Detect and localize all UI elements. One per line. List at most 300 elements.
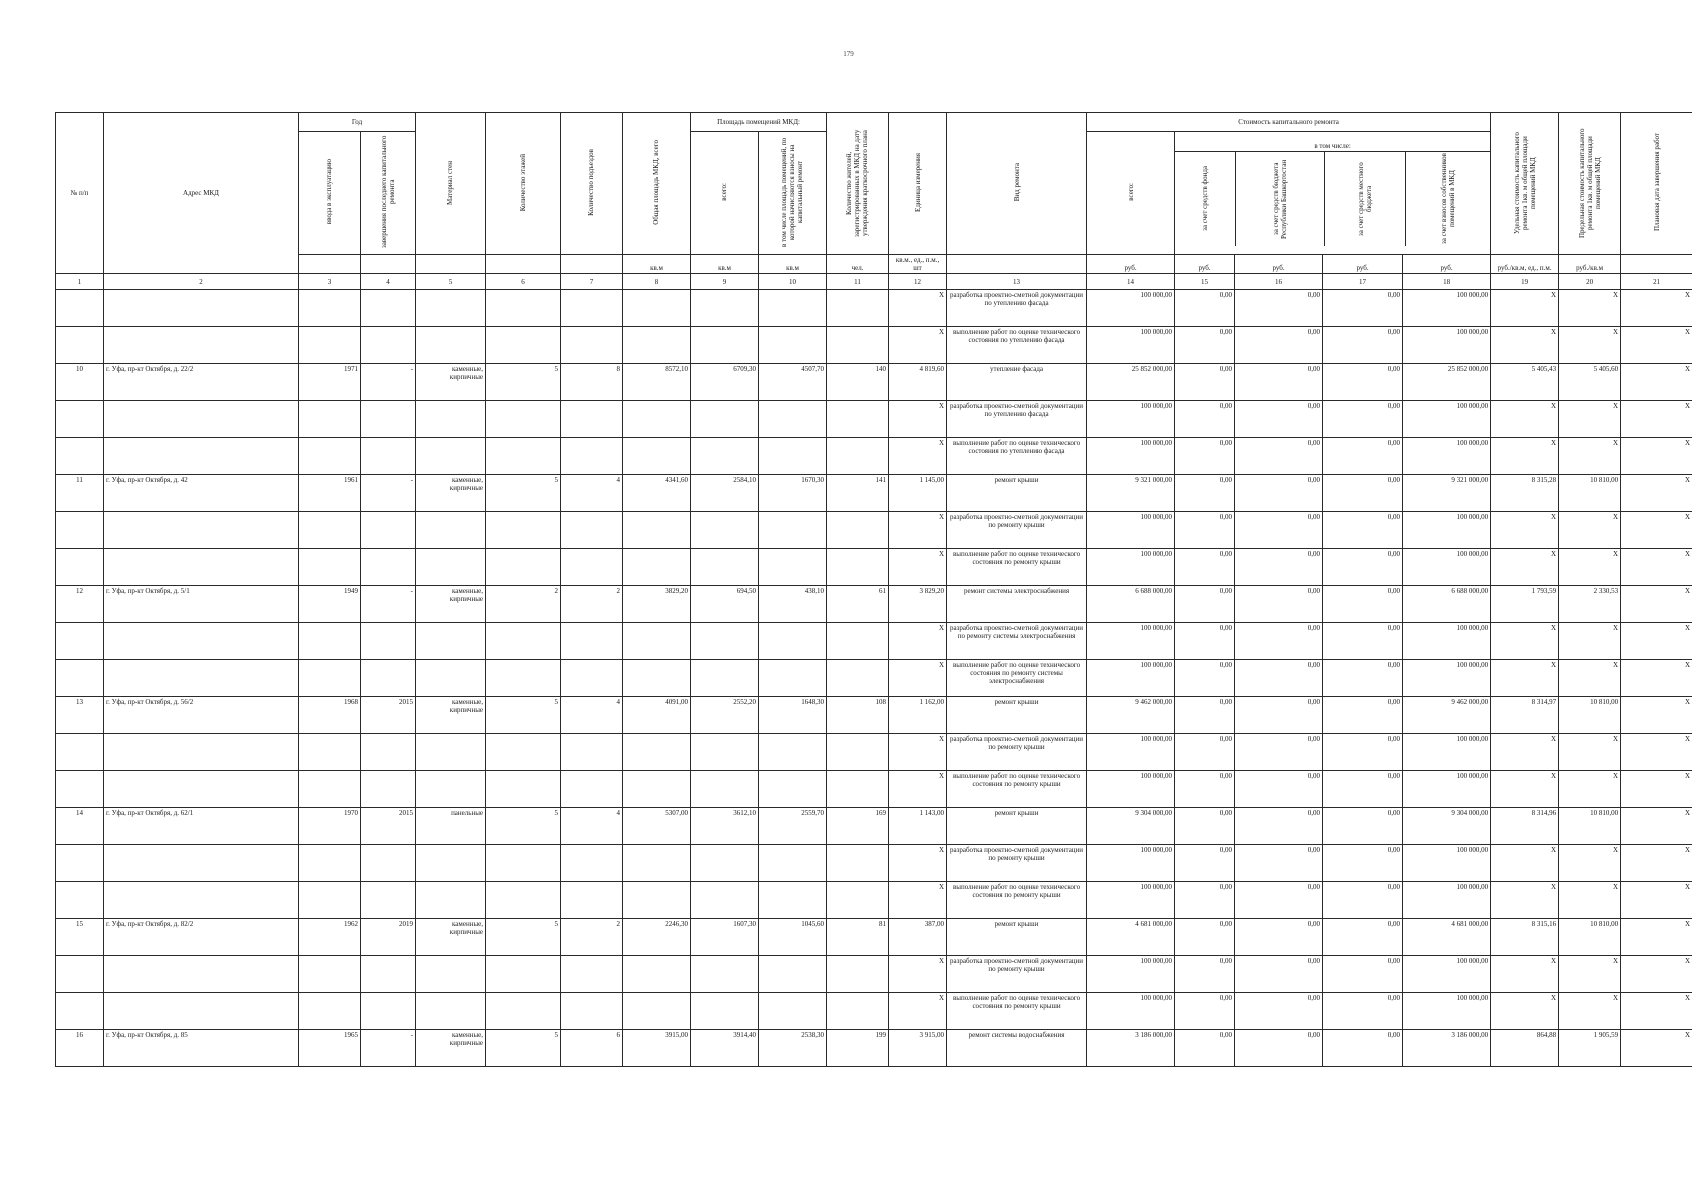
cell-empty — [759, 993, 827, 1030]
unit-premises-total: кв.м — [691, 255, 759, 274]
cell-cost-owners: 9 321 000,00 — [1403, 475, 1491, 512]
cell-cost-total: 100 000,00 — [1087, 660, 1175, 697]
cell-empty — [623, 327, 691, 364]
unit-max-cost: руб./кв.м — [1559, 255, 1621, 274]
hdr-year-last-repair: завершения последнего капитального ремонта — [361, 132, 416, 255]
cell-empty — [104, 845, 299, 882]
cell-num: 16 — [56, 1030, 104, 1067]
cell-cost-fund: 0,00 — [1175, 290, 1235, 327]
cell-cost-total: 100 000,00 — [1087, 290, 1175, 327]
table-row-subwork — [56, 956, 1693, 993]
table-row-subwork — [56, 882, 1693, 919]
cell-empty — [486, 734, 561, 771]
hdr-cost-owners: за счет взносов собственников помещений в МКД — [1440, 153, 1457, 245]
hdr-cost-incl: в том числе: — [1175, 141, 1490, 152]
cell-cost-total: 100 000,00 — [1087, 401, 1175, 438]
column-number: 1 — [56, 274, 104, 290]
cell-deadline: X — [1621, 549, 1692, 586]
cell-empty — [561, 882, 623, 919]
cell-cost-total: 25 852 000,00 — [1087, 364, 1175, 401]
cell-premises-total: 2552,20 — [691, 697, 759, 734]
cell-entrances: 4 — [561, 475, 623, 512]
cell-measure: X — [889, 512, 947, 549]
table-row-subwork — [56, 512, 1693, 549]
cell-total-area: 3829,20 — [623, 586, 691, 623]
cell-cost-republic: 0,00 — [1235, 327, 1323, 364]
cell-deadline: X — [1621, 438, 1692, 475]
cell-total-area: 2246,30 — [623, 919, 691, 956]
cell-empty — [561, 993, 623, 1030]
cell-empty — [561, 549, 623, 586]
column-number: 21 — [1621, 274, 1692, 290]
cell-empty — [361, 771, 416, 808]
cell-work-type: разработка проектно-сметной документации по ремонту крыши — [947, 956, 1087, 993]
cell-work-type: ремонт системы водоснабжения — [947, 1030, 1087, 1067]
cell-address: г. Уфа, пр-кт Октября, д. 5/1 — [104, 586, 299, 623]
cell-empty — [827, 771, 889, 808]
cell-cost-local: 0,00 — [1323, 882, 1403, 919]
cell-empty — [827, 993, 889, 1030]
cell-unit-cost: X — [1491, 882, 1559, 919]
cell-empty — [827, 845, 889, 882]
cell-empty — [623, 512, 691, 549]
hdr-cost-incl-group — [1175, 132, 1491, 255]
cell-empty — [691, 327, 759, 364]
cell-empty — [623, 845, 691, 882]
cell-measure: 1 143,00 — [889, 808, 947, 845]
cell-unit-cost: X — [1491, 512, 1559, 549]
cell-empty — [361, 623, 416, 660]
cell-premises-total: 6709,30 — [691, 364, 759, 401]
cell-empty — [759, 512, 827, 549]
unit-residents: чел. — [827, 255, 889, 274]
cell-walls: каменные, кирпичные — [416, 919, 486, 956]
cell-deadline: X — [1621, 734, 1692, 771]
cell-cost-fund: 0,00 — [1175, 808, 1235, 845]
cell-address: г. Уфа, пр-кт Октября, д. 82/2 — [104, 919, 299, 956]
cell-measure: X — [889, 660, 947, 697]
cell-empty — [104, 734, 299, 771]
cell-residents: 169 — [827, 808, 889, 845]
cell-cost-fund: 0,00 — [1175, 1030, 1235, 1067]
cell-empty — [56, 956, 104, 993]
unit-walls — [416, 255, 486, 274]
cell-total-area: 4341,60 — [623, 475, 691, 512]
cell-max-cost: X — [1559, 401, 1621, 438]
cell-max-cost: 1 905,59 — [1559, 1030, 1621, 1067]
cell-cost-republic: 0,00 — [1235, 697, 1323, 734]
column-number: 7 — [561, 274, 623, 290]
cell-empty — [56, 401, 104, 438]
cell-empty — [56, 290, 104, 327]
hdr-max-cost: Предельная стоимость капитального ремонта 1кв. м общей площади помещений МКД — [1559, 113, 1621, 255]
table-row-building — [56, 808, 1693, 845]
cell-premises-total: 3914,40 — [691, 1030, 759, 1067]
cell-cost-total: 4 681 000,00 — [1087, 919, 1175, 956]
cell-work-type: ремонт крыши — [947, 919, 1087, 956]
cell-cost-fund: 0,00 — [1175, 623, 1235, 660]
cell-empty — [623, 290, 691, 327]
cell-work-type: разработка проектно-сметной документации по ремонту крыши — [947, 734, 1087, 771]
cell-entrances: 4 — [561, 808, 623, 845]
cell-unit-cost: X — [1491, 401, 1559, 438]
cell-work-type: выполнение работ по оценке технического состояния по утеплению фасада — [947, 438, 1087, 475]
cell-empty — [299, 882, 361, 919]
cell-total-area: 4091,00 — [623, 697, 691, 734]
cell-cost-republic: 0,00 — [1235, 623, 1323, 660]
cell-cost-fund: 0,00 — [1175, 327, 1235, 364]
cell-empty — [691, 660, 759, 697]
cell-unit-cost: 864,88 — [1491, 1030, 1559, 1067]
cell-deadline: X — [1621, 993, 1692, 1030]
column-number: 17 — [1323, 274, 1403, 290]
table-row-subwork — [56, 771, 1693, 808]
cell-cost-republic: 0,00 — [1235, 919, 1323, 956]
cell-cost-total: 3 186 000,00 — [1087, 1030, 1175, 1067]
cell-deadline: X — [1621, 290, 1692, 327]
cell-empty — [486, 290, 561, 327]
cell-floors: 5 — [486, 364, 561, 401]
cell-max-cost: X — [1559, 438, 1621, 475]
cell-empty — [416, 993, 486, 1030]
cell-cost-local: 0,00 — [1323, 993, 1403, 1030]
cell-max-cost: X — [1559, 660, 1621, 697]
hdr-work-type: Вид ремонта — [947, 113, 1087, 255]
cell-empty — [299, 623, 361, 660]
cell-cost-fund: 0,00 — [1175, 586, 1235, 623]
column-number: 2 — [104, 274, 299, 290]
cell-empty — [416, 549, 486, 586]
cell-cost-republic: 0,00 — [1235, 660, 1323, 697]
cell-unit-cost: 8 315,16 — [1491, 919, 1559, 956]
cell-empty — [827, 401, 889, 438]
repair-plan-sheet — [55, 112, 1692, 1072]
cell-cost-total: 100 000,00 — [1087, 882, 1175, 919]
cell-cost-fund: 0,00 — [1175, 401, 1235, 438]
cell-cost-republic: 0,00 — [1235, 512, 1323, 549]
cell-year-commission: 1962 — [299, 919, 361, 956]
cell-empty — [299, 734, 361, 771]
cell-premises-total: 2584,10 — [691, 475, 759, 512]
column-number: 14 — [1087, 274, 1175, 290]
column-number: 12 — [889, 274, 947, 290]
cell-year-commission: 1949 — [299, 586, 361, 623]
cell-empty — [486, 401, 561, 438]
cell-residents: 140 — [827, 364, 889, 401]
cell-empty — [827, 512, 889, 549]
cell-cost-local: 0,00 — [1323, 475, 1403, 512]
column-number: 4 — [361, 274, 416, 290]
cell-deadline: X — [1621, 845, 1692, 882]
cell-empty — [623, 438, 691, 475]
cell-entrances: 2 — [561, 586, 623, 623]
cell-empty — [759, 549, 827, 586]
cell-cost-total: 100 000,00 — [1087, 549, 1175, 586]
cell-empty — [691, 623, 759, 660]
cell-empty — [691, 956, 759, 993]
hdr-cost-republic: за счет средств бюджета Республики Башкортостан — [1236, 152, 1325, 246]
cell-work-type: разработка проектно-сметной документации по утеплению фасада — [947, 401, 1087, 438]
cell-residents: 81 — [827, 919, 889, 956]
cell-empty — [416, 845, 486, 882]
cell-max-cost: X — [1559, 882, 1621, 919]
cell-deadline: X — [1621, 1030, 1692, 1067]
cell-unit-cost: 5 405,43 — [1491, 364, 1559, 401]
cell-empty — [299, 290, 361, 327]
cell-empty — [691, 993, 759, 1030]
cell-cost-local: 0,00 — [1323, 919, 1403, 956]
cell-empty — [416, 660, 486, 697]
cell-cost-total: 100 000,00 — [1087, 623, 1175, 660]
cell-empty — [691, 438, 759, 475]
cell-residents: 141 — [827, 475, 889, 512]
cell-empty — [561, 771, 623, 808]
cell-empty — [623, 660, 691, 697]
cell-max-cost: X — [1559, 956, 1621, 993]
cell-address: г. Уфа, пр-кт Октября, д. 62/1 — [104, 808, 299, 845]
cell-walls: каменные, кирпичные — [416, 586, 486, 623]
cell-empty — [56, 623, 104, 660]
hdr-cost-local: за счет средств местного бюджета — [1325, 152, 1406, 246]
unit-cost-fund: руб. — [1175, 255, 1235, 274]
unit-floors — [486, 255, 561, 274]
cell-cost-owners: 100 000,00 — [1403, 993, 1491, 1030]
column-number: 13 — [947, 274, 1087, 290]
cell-address: г. Уфа, пр-кт Октября, д. 85 — [104, 1030, 299, 1067]
cell-cost-local: 0,00 — [1323, 549, 1403, 586]
cell-unit-cost: 8 314,97 — [1491, 697, 1559, 734]
cell-cost-owners: 6 688 000,00 — [1403, 586, 1491, 623]
cell-empty — [104, 549, 299, 586]
cell-residents: 108 — [827, 697, 889, 734]
cell-cost-republic: 0,00 — [1235, 549, 1323, 586]
cell-measure: X — [889, 549, 947, 586]
cell-empty — [104, 623, 299, 660]
cell-floors: 5 — [486, 697, 561, 734]
cell-empty — [361, 956, 416, 993]
cell-empty — [104, 956, 299, 993]
cell-unit-cost: X — [1491, 956, 1559, 993]
cell-empty — [56, 734, 104, 771]
cell-cost-local: 0,00 — [1323, 364, 1403, 401]
cell-measure: X — [889, 623, 947, 660]
cell-empty — [759, 660, 827, 697]
cell-cost-local: 0,00 — [1323, 660, 1403, 697]
hdr-units: Единица измерения — [889, 113, 947, 255]
cell-cost-local: 0,00 — [1323, 401, 1403, 438]
cell-empty — [561, 956, 623, 993]
cell-address: г. Уфа, пр-кт Октября, д. 42 — [104, 475, 299, 512]
table-row-subwork — [56, 660, 1693, 697]
cell-work-type: разработка проектно-сметной документации по ремонту крыши — [947, 512, 1087, 549]
cell-cost-owners: 100 000,00 — [1403, 660, 1491, 697]
cell-empty — [623, 882, 691, 919]
cell-measure: X — [889, 290, 947, 327]
cell-empty — [299, 512, 361, 549]
cell-deadline: X — [1621, 882, 1692, 919]
cell-max-cost: X — [1559, 734, 1621, 771]
cell-empty — [623, 734, 691, 771]
cell-empty — [486, 327, 561, 364]
cell-cost-local: 0,00 — [1323, 956, 1403, 993]
cell-measure: 1 162,00 — [889, 697, 947, 734]
cell-deadline: X — [1621, 586, 1692, 623]
cell-deadline: X — [1621, 327, 1692, 364]
cell-cost-republic: 0,00 — [1235, 956, 1323, 993]
cell-empty — [416, 401, 486, 438]
cell-unit-cost: X — [1491, 549, 1559, 586]
cell-empty — [299, 771, 361, 808]
cell-empty — [361, 993, 416, 1030]
cell-unit-cost: X — [1491, 290, 1559, 327]
unit-cost-local: руб. — [1323, 255, 1403, 274]
hdr-entrances: Количество подъездов — [561, 113, 623, 255]
cell-max-cost: 2 330,53 — [1559, 586, 1621, 623]
cell-cost-fund: 0,00 — [1175, 919, 1235, 956]
cell-empty — [299, 327, 361, 364]
hdr-cost-fund: за счет средств фонда — [1175, 152, 1236, 246]
cell-empty — [361, 660, 416, 697]
cell-cost-owners: 100 000,00 — [1403, 512, 1491, 549]
cell-cost-local: 0,00 — [1323, 623, 1403, 660]
cell-max-cost: X — [1559, 327, 1621, 364]
cell-cost-owners: 100 000,00 — [1403, 327, 1491, 364]
cell-year-commission: 1961 — [299, 475, 361, 512]
cell-work-type: ремонт системы электроснабжения — [947, 586, 1087, 623]
cell-empty — [299, 438, 361, 475]
cell-work-type: ремонт крыши — [947, 475, 1087, 512]
cell-max-cost: X — [1559, 771, 1621, 808]
cell-cost-owners: 100 000,00 — [1403, 734, 1491, 771]
cell-empty — [104, 290, 299, 327]
cell-unit-cost: 8 314,96 — [1491, 808, 1559, 845]
cell-empty — [416, 327, 486, 364]
cell-empty — [759, 623, 827, 660]
table-row-building — [56, 586, 1693, 623]
cell-empty — [416, 771, 486, 808]
cell-measure: X — [889, 956, 947, 993]
cell-work-type: выполнение работ по оценке технического состояния по ремонту крыши — [947, 549, 1087, 586]
cell-total-area: 5307,00 — [623, 808, 691, 845]
hdr-num: № п/п — [56, 113, 104, 274]
cell-measure: 4 819,60 — [889, 364, 947, 401]
cell-max-cost: 5 405,60 — [1559, 364, 1621, 401]
column-number: 8 — [623, 274, 691, 290]
cell-measure: X — [889, 438, 947, 475]
cell-empty — [361, 882, 416, 919]
cell-measure: X — [889, 993, 947, 1030]
cell-max-cost: 10 810,00 — [1559, 919, 1621, 956]
cell-empty — [299, 993, 361, 1030]
cell-max-cost: 10 810,00 — [1559, 475, 1621, 512]
cell-walls: каменные, кирпичные — [416, 697, 486, 734]
cell-cost-total: 100 000,00 — [1087, 327, 1175, 364]
cell-total-area: 8572,10 — [623, 364, 691, 401]
cell-empty — [104, 882, 299, 919]
cell-year-last-repair: 2015 — [361, 697, 416, 734]
cell-empty — [299, 845, 361, 882]
unit-entrances — [561, 255, 623, 274]
cell-empty — [104, 327, 299, 364]
hdr-year: Год — [299, 113, 416, 132]
cell-empty — [561, 512, 623, 549]
table-body — [56, 290, 1693, 1067]
cell-cost-fund: 0,00 — [1175, 512, 1235, 549]
cell-empty — [827, 438, 889, 475]
cell-floors: 5 — [486, 1030, 561, 1067]
table-row-building — [56, 1030, 1693, 1067]
cell-cost-owners: 100 000,00 — [1403, 845, 1491, 882]
cell-work-type: разработка проектно-сметной документации по утеплению фасада — [947, 290, 1087, 327]
cell-deadline: X — [1621, 808, 1692, 845]
cell-empty — [561, 660, 623, 697]
cell-max-cost: X — [1559, 290, 1621, 327]
cell-empty — [561, 327, 623, 364]
cell-num: 10 — [56, 364, 104, 401]
cell-empty — [691, 512, 759, 549]
cell-cost-total: 100 000,00 — [1087, 438, 1175, 475]
cell-floors: 5 — [486, 919, 561, 956]
cell-cost-owners: 100 000,00 — [1403, 956, 1491, 993]
column-number: 11 — [827, 274, 889, 290]
cell-empty — [623, 549, 691, 586]
cell-empty — [759, 882, 827, 919]
cell-cost-fund: 0,00 — [1175, 438, 1235, 475]
cell-year-last-repair: - — [361, 364, 416, 401]
table-row-building — [56, 919, 1693, 956]
cell-cost-fund: 0,00 — [1175, 771, 1235, 808]
cell-empty — [416, 290, 486, 327]
cell-empty — [361, 401, 416, 438]
cell-year-commission: 1968 — [299, 697, 361, 734]
cell-work-type: выполнение работ по оценке технического состояния по утеплению фасада — [947, 327, 1087, 364]
hdr-unit-cost: Удельная стоимость капитального ремонта 1кв. м общей площади помещений МКД — [1491, 113, 1559, 255]
cell-deadline: X — [1621, 697, 1692, 734]
hdr-address: Адрес МКД — [104, 113, 299, 274]
cell-cost-fund: 0,00 — [1175, 956, 1235, 993]
cell-max-cost: X — [1559, 549, 1621, 586]
cell-work-type: разработка проектно-сметной документации по ремонту крыши — [947, 845, 1087, 882]
cell-deadline: X — [1621, 956, 1692, 993]
cell-empty — [104, 660, 299, 697]
cell-work-type: выполнение работ по оценке технического состояния по ремонту системы электроснабжения — [947, 660, 1087, 697]
cell-entrances: 2 — [561, 919, 623, 956]
cell-empty — [104, 771, 299, 808]
hdr-cost-title: Стоимость капитального ремонта — [1087, 113, 1491, 132]
cell-measure: 3 915,00 — [889, 1030, 947, 1067]
cell-total-area: 3915,00 — [623, 1030, 691, 1067]
cell-measure: X — [889, 771, 947, 808]
cell-max-cost: X — [1559, 623, 1621, 660]
cell-walls: панельные — [416, 808, 486, 845]
table-row-building — [56, 475, 1693, 512]
column-number: 5 — [416, 274, 486, 290]
cell-empty — [299, 401, 361, 438]
column-number: 16 — [1235, 274, 1323, 290]
cell-empty — [827, 623, 889, 660]
cell-empty — [416, 734, 486, 771]
cell-deadline: X — [1621, 623, 1692, 660]
hdr-cost-total: всего: — [1087, 132, 1175, 255]
cell-year-last-repair: - — [361, 586, 416, 623]
cell-empty — [416, 438, 486, 475]
cell-cost-fund: 0,00 — [1175, 734, 1235, 771]
cell-cost-fund: 0,00 — [1175, 845, 1235, 882]
cell-empty — [827, 327, 889, 364]
cell-empty — [361, 512, 416, 549]
cell-empty — [486, 438, 561, 475]
cell-cost-owners: 100 000,00 — [1403, 623, 1491, 660]
